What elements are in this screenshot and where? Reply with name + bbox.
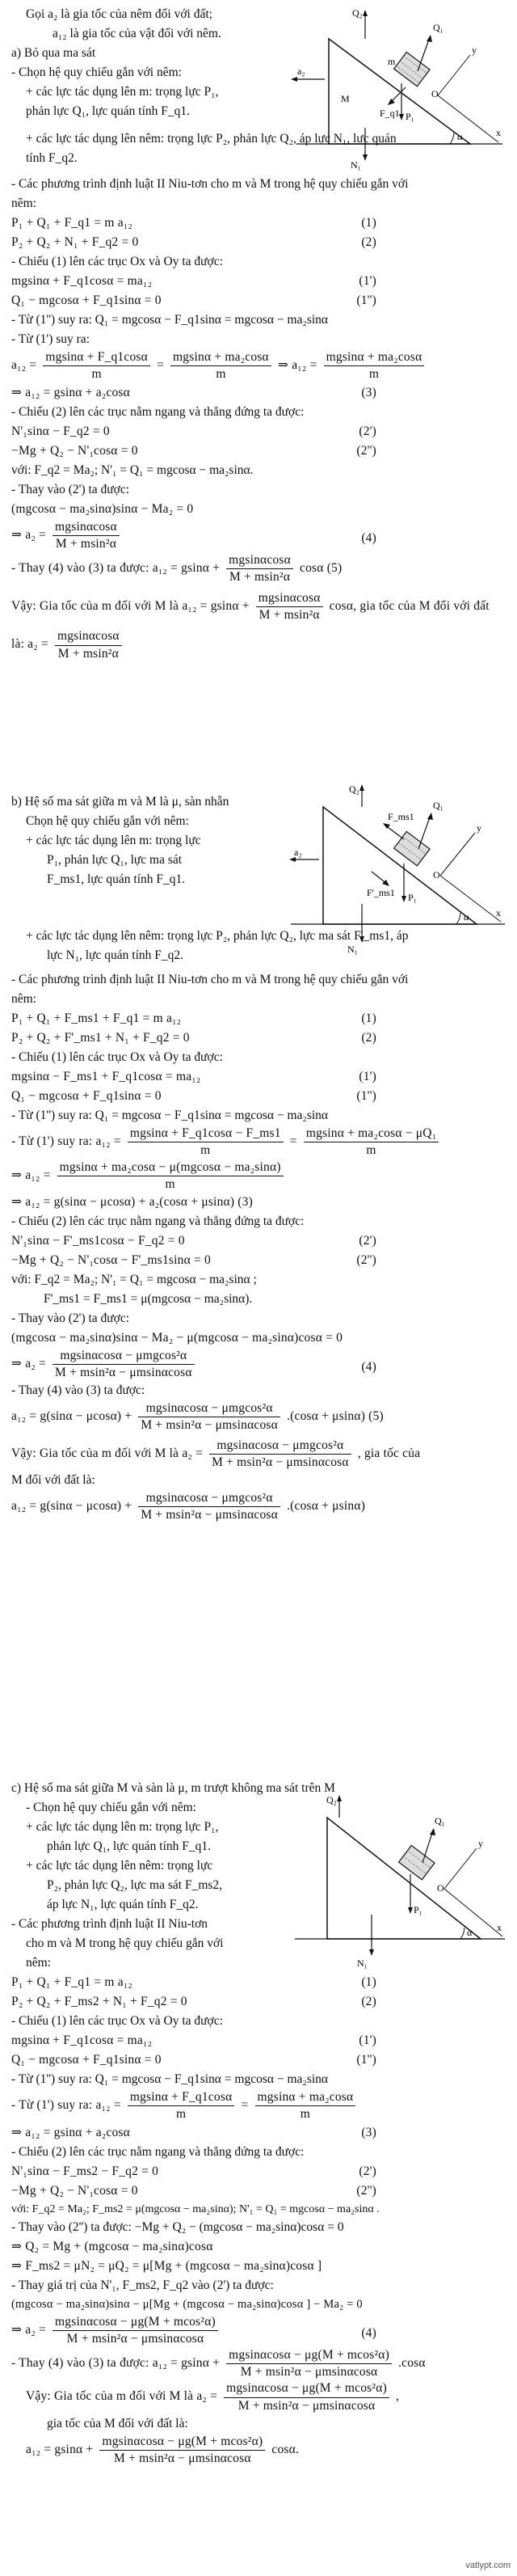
part-c-eq1p-no: (1'): [359, 2033, 376, 2048]
part-b-concl-tail: , gia tốc của: [357, 1446, 421, 1460]
label-x: x: [496, 907, 501, 918]
part-a-a2-den: M + msin²α: [55, 536, 117, 551]
part-b-from1pp: - Từ (1'') suy ra: Q₁ = mgcosα − F_q1sinα = mgcosα − ma₂sinα: [11, 1109, 329, 1123]
part-c-a2-num: mgsinαcosα − μg(M + mcos²α): [53, 2314, 218, 2331]
part-b-eq2pp: −Mg + Q₂ − N'₁cosα − F'_ms1sinα = 0: [11, 1252, 211, 1267]
part-c-eq1-row: [11, 1973, 506, 1992]
part-a-proj1: - Chiếu (1) lên các trục Ox và Oy ta được:: [11, 255, 223, 269]
part-c-eq2pp: −Mg + Q₂ − N'₁cosα = 0: [11, 2183, 138, 2198]
part-c-eq2pp-row: [11, 2181, 506, 2201]
part-b: [11, 792, 506, 1523]
part-c-concl3-num: mgsinαcosα − μg(M + mcos²α): [99, 2434, 265, 2451]
part-c-sub43-row: [11, 2347, 506, 2380]
label-m: m: [388, 56, 396, 67]
part-b-eq2pp-no: (2''): [356, 1252, 376, 1267]
part-b-a2-den: M + msin²α − μmsinαcosα: [55, 1366, 192, 1380]
part-c-sub2p-eq: (mgcosα − ma₂sinα)sinα − μ[Mg + (mgcosα − ma₂sinα)cosα ] − Ma₂ = 0: [11, 2298, 363, 2312]
part-a-concl2-den: M + msin²α: [57, 646, 119, 661]
part-b-from1p-row: - Từ (1') suy ra: a₁₂ = $\frac{mgsin\alpha + F\_q1\cos\alpha - F\_ms1}{m}$ = $\frac{\text{mgsinα + ma₂cosα − μQ₁}}{m}$: [11, 1125, 506, 1159]
part-c-from1p-row: - Từ (1') suy ra: a₁₂ = $\frac{mgsin\alpha + F\_q1\cos\alpha}{m}$ = $\frac{\text{mgsinα + ma₂cosα}}{m}$: [11, 2089, 506, 2122]
part-c-from1p-f2-num: mgsinα + ma₂cosα: [255, 2089, 356, 2106]
label-alpha: α: [464, 911, 469, 923]
part-b-a2-no: (4): [361, 1359, 376, 1374]
label-O: O: [433, 869, 440, 880]
part-c-newton-3: nêm:: [26, 1956, 51, 1970]
part-b-a12b-den: M + msin²α − μmsinαcosα: [141, 1418, 278, 1433]
part-a-title: a) Bỏ qua ma sát: [11, 46, 96, 60]
label-x: x: [496, 127, 501, 138]
part-b-concl2: M đối với đất là:: [11, 1472, 95, 1487]
part-c-forces-m-2: phản lực Q₁, lực quán tính F_q1.: [47, 1839, 212, 1854]
part-a-sub43-tail: cosα (5): [300, 561, 343, 576]
part-a-a12-row: a₁₂ = $\frac{mgsin\alpha + F\_q1\cos\alpha}{m}$ = $\frac{\text{mgsinα + ma₂cosα}}{m}$ ⇒ a₁₂ = $\frac{\text{mgsinα + ma₂cosα}}{m}$: [11, 349, 506, 382]
part-a-forces-M-1: + các lực tác dụng lên nêm: trọng lực P₂, phản lực Q₂, áp lực N₁, lực quán: [26, 132, 397, 146]
part-b-a12b-tail: .(cosα + μsinα) (5): [287, 1409, 384, 1424]
part-c-forces-M-1: + các lực tác dụng lên nêm: trọng lực: [26, 1859, 213, 1873]
part-a-a12-f3-den: m: [368, 367, 380, 382]
part-b-concl3-den: M + msin²α − μmsinαcosα: [141, 1507, 278, 1522]
label-P1: P₁: [406, 111, 414, 122]
part-b-a12-num: mgsinα + ma₂cosα − μ(mgcosα − ma₂sinα): [57, 1159, 284, 1176]
part-b-eq1-no: (1): [361, 1011, 376, 1026]
part-b-eq1pp-row: [11, 1087, 506, 1106]
part-b-a12b-row: [11, 1400, 506, 1434]
part-c-eq1p-row: [11, 2031, 506, 2050]
part-b-a2-num: mgsinαcosα − μmgcos²α: [53, 1348, 195, 1365]
part-c-proj2: - Chiếu (2) lên các trục nằm ngang và thẳng đứng ta được:: [11, 2144, 305, 2159]
part-a-eq2-row: [11, 233, 506, 252]
part-a-a2-row: [11, 519, 506, 552]
label-Fms1p: F'_ms1: [367, 887, 395, 898]
part-a-a12-f2-den: m: [216, 367, 226, 382]
part-a-a12-res: ⇒ a₁₂ = gsinα + a₂cosα: [11, 385, 130, 399]
part-c-a12-res: ⇒ a₁₂ = gsinα + a₂cosα: [11, 2125, 130, 2139]
part-c-a12-res-no: (3): [361, 2125, 376, 2139]
part-a-frame: - Chọn hệ quy chiếu gắn với nêm:: [11, 65, 182, 80]
label-a2: a₂: [297, 65, 305, 77]
part-b-newton-1: - Các phương trình định luật II Niu-tơn cho m và M trong hệ quy chiếu gắn với: [11, 973, 409, 987]
label-y: y: [478, 1838, 483, 1849]
label-x: x: [497, 1922, 502, 1933]
part-b-a12b-num: mgsinαcosα − μmgcos²α: [138, 1400, 280, 1417]
part-a-sub43: - Thay (4) vào (3) ta được: a₁₂ = gsinα +: [11, 561, 221, 576]
part-b-a12-row: [11, 1159, 506, 1193]
part-b-from1p-f2-num: mgsinα + ma₂cosα − μQ₁: [304, 1125, 439, 1142]
part-c-from1p-f2-den: m: [300, 2107, 311, 2122]
part-c-sub2pp: - Thay vào (2'') ta được: −Mg + Q₂ − (mgcosα − ma₂sinα)cosα = 0: [11, 2220, 344, 2235]
part-a-forces-m-2: phản lực Q₁, lực quán tính F_q1.: [26, 104, 191, 119]
label-Q1: Q₁: [435, 1815, 445, 1826]
part-b-from1p-lhs: - Từ (1') suy ra: a₁₂ =: [11, 1134, 121, 1149]
part-a-sub43-row: [11, 552, 506, 585]
part-c-eq2p: N'₁sinα − F_ms2 − F_q2 = 0: [11, 2164, 159, 2178]
part-c-eq1p: mgsinα + F_q1cosα = ma₁₂: [11, 2033, 153, 2048]
part-a-eq1p-row: [11, 272, 506, 291]
part-b-proj1: - Chiếu (1) lên các trục Ox và Oy ta được:: [11, 1050, 223, 1065]
part-b-a2-lhs: ⇒ a₂ =: [11, 1357, 46, 1371]
part-b-from1p-f2-den: m: [366, 1143, 376, 1158]
label-N1: N₁: [357, 1957, 368, 1969]
part-c-a2-row: [11, 2314, 506, 2347]
part-b-a12-lhs: ⇒ a₁₂ =: [11, 1168, 51, 1182]
label-alpha: α: [457, 131, 463, 142]
part-c-proj1: - Chiếu (1) lên các trục Ox và Oy ta được:: [11, 2014, 223, 2029]
part-a-sub43-den: M + msin²α: [229, 570, 291, 585]
part-c-eq2pp-no: (2''): [356, 2183, 376, 2198]
part-a-concl-num: mgsinαcosα: [256, 590, 323, 607]
part-b-from1p-f1-num: mgsinα + F_q1cosα − F_ms1: [128, 1125, 284, 1142]
part-c-eq2-row: [11, 1992, 506, 2012]
part-a-sub-eq: (mgcosα − ma₂sinα)sinα − Ma₂ = 0: [11, 501, 194, 516]
part-b-eq1p-no: (1'): [359, 1070, 376, 1084]
part-a-eq2pp-row: [11, 441, 506, 461]
part-c-eq1-no: (1): [361, 1975, 376, 1990]
part-a-concl2-num: mgsinαcosα: [55, 628, 122, 645]
part-a-sub: - Thay vào (2') ta được:: [11, 482, 130, 496]
part-c-from1p-f1-num: mgsinα + F_q1cosα: [128, 2089, 235, 2106]
part-a-newton-1: - Các phương trình định luật II Niu-tơn cho m và M trong hệ quy chiếu gắn với: [11, 177, 409, 192]
part-a-a12-res-no: (3): [361, 385, 376, 399]
part-a-a2-no: (4): [361, 530, 376, 545]
part-c-newton-1: - Các phương trình định luật II Niu-tơn: [11, 1917, 208, 1932]
part-b-concl3-num: mgsinαcosα − μmgcos²α: [138, 1490, 280, 1507]
part-c-concl3-row: [11, 2434, 506, 2467]
part-a-concl-row: [11, 590, 506, 623]
part-a-eq2p-row: [11, 422, 506, 441]
part-b-eq2: P₂ + Q₂ + F'_ms1 + N₁ + F_q2 = 0: [11, 1031, 190, 1045]
label-Q2: Q₂: [352, 7, 363, 19]
part-a-eq1pp: Q₁ − mgcosα + F_q1sinα = 0: [11, 293, 162, 308]
part-a-a12-f1-den: m: [91, 367, 102, 382]
part-c-eq1pp-row: [11, 2050, 506, 2070]
part-c-from1p-f1-den: m: [176, 2107, 187, 2122]
part-c: [11, 1779, 506, 2467]
label-M: M: [341, 93, 350, 104]
intro-line-1: Gọi a₂ là gia tốc của nêm đối với đất;: [26, 7, 212, 21]
watermark: vatlypt.com: [465, 2560, 511, 2570]
part-a-newton-2: nêm:: [11, 196, 36, 211]
part-c-eq2-no: (2): [361, 1995, 376, 2009]
part-b-forces-M-2: lực N₁, lực quán tính F_q2.: [47, 948, 184, 963]
part-b-eq1p-row: [11, 1067, 506, 1087]
label-Q2: Q₂: [349, 783, 359, 795]
part-a-concl-den: M + msin²α: [258, 608, 320, 623]
part-a-eq2pp: −Mg + Q₂ − N'₁cosα = 0: [11, 443, 138, 458]
part-a-a2-num: mgsinαcosα: [53, 519, 120, 536]
part-c-sub2p: - Thay giá trị của N'₁, F_ms2, F_q2 vào (2') ta được:: [11, 2278, 274, 2293]
part-a-concl2: là: a₂ =: [11, 637, 48, 652]
part-c-sub43-tail: .cosα: [398, 2356, 426, 2371]
part-a-a12-f3-num: mgsinα + ma₂cosα: [324, 349, 425, 366]
part-a-eq1: P₁ + Q₁ + F_q1 = m a₁₂: [11, 216, 132, 230]
part-b-from1p-f1-den: m: [200, 1143, 211, 1158]
part-a-a12-lhs: a₁₂ =: [11, 358, 37, 373]
part-b-newton-2: nêm:: [11, 992, 36, 1007]
part-c-concl2: gia tốc của M đối với đất là:: [47, 2416, 188, 2430]
part-c-eq2p-no: (2'): [359, 2164, 376, 2178]
part-c-forces-M-3: áp lực N₁, lực quán tính F_q2.: [47, 1898, 199, 1912]
label-Fms1: F_ms1: [388, 811, 414, 822]
part-a: [11, 44, 506, 662]
part-c-concl3-den: M + msin²α − μmsinαcosα: [114, 2451, 251, 2465]
label-alpha: α: [467, 1927, 473, 1938]
part-b-forces-m-1: + các lực tác dụng lên m: trọng lực: [26, 834, 201, 848]
intro-line-2: a₁₂ là gia tốc của vật đối với nêm.: [53, 27, 221, 41]
part-c-q2: ⇒ Q₂ = Mg + (mgcosα − ma₂sinα)cosα: [11, 2240, 213, 2254]
part-b-concl3-tail: .(cosα + μsinα): [287, 1499, 366, 1513]
part-c-concl-den: M + msin²α − μmsinαcosα: [237, 2398, 376, 2413]
part-a-eq1p-no: (1'): [359, 274, 376, 289]
part-b-eq2-row: [11, 1028, 506, 1048]
part-a-concl-tail: cosα, gia tốc của M đối với đất: [329, 599, 490, 614]
part-a-a12-f2-num: mgsinα + ma₂cosα: [170, 349, 271, 366]
part-b-eq2p-row: [11, 1231, 506, 1251]
part-a-concl2-row: [11, 628, 506, 661]
part-a-proj2: - Chiếu (2) lên các trục nằm ngang và thẳng đứng ta được:: [11, 404, 305, 419]
label-Q2: Q₂: [326, 1794, 337, 1805]
part-b-eq1-row: [11, 1009, 506, 1028]
label-O: O: [437, 1882, 444, 1894]
part-c-forces-M-2: P₂, phản lực Q₂, lực ma sát F_ms2,: [47, 1878, 223, 1893]
label-y: y: [477, 822, 481, 834]
part-a-concl: Vậy: Gia tốc của m đối với M là a₁₂ = gsinα +: [11, 599, 250, 614]
part-c-concl-num: mgsinαcosα − μg(M + mcos²α): [224, 2380, 389, 2397]
part-b-forces-M-1: + các lực tác dụng lên nêm: trọng lực P₂, phản lực Q₂, lực ma sát F'_ms1, áp: [26, 929, 409, 944]
part-c-sub43: - Thay (4) vào (3) ta được: a₁₂ = gsinα +: [11, 2356, 221, 2371]
part-a-eq1pp-row: [11, 291, 506, 310]
part-b-sub43: - Thay (4) vào (3) ta được:: [11, 1383, 145, 1398]
part-b-sub-eq: (mgcosα − ma₂sinα)sinα − Ma₂ − μ(mgcosα − ma₂sinα)cosα = 0: [11, 1330, 343, 1345]
part-c-eq1: P₁ + Q₁ + F_q1 = m a₁₂: [11, 1975, 132, 1990]
part-b-a2-row: [11, 1348, 506, 1381]
part-a-eq2p: N'₁sinα − F_q2 = 0: [11, 424, 110, 438]
part-b-eq2p-no: (2'): [359, 1233, 376, 1248]
part-b-eq2p: N'₁sinα − F'_ms1cosα − F_q2 = 0: [11, 1233, 185, 1248]
part-b-a12b-lhs: a₁₂ = g(sinα − μcosα) +: [11, 1409, 132, 1424]
part-c-a2-den: M + msin²α − μmsinαcosα: [66, 2331, 204, 2346]
part-b-eq2pp-row: [11, 1251, 506, 1270]
part-b-forces-m-2: P₁, phản lực Q₁, lực ma sát: [47, 853, 183, 868]
part-a-eq1pp-no: (1''): [356, 293, 376, 308]
part-c-newton-2: cho m và M trong hệ quy chiếu gắn với: [26, 1936, 224, 1951]
part-b-eq1pp: Q₁ − mgcosα + F_q1sinα = 0: [11, 1089, 162, 1104]
part-b-a12-res: ⇒ a₁₂ = g(sinα − μcosα) + a₂(cosα + μsinα) (3): [11, 1194, 253, 1209]
part-b-eq2-no: (2): [361, 1031, 376, 1045]
label-O: O: [431, 88, 439, 99]
part-b-with1: với: F_q2 = Ma₂; N'₁ = Q₁ = mgcosα − ma₂sinα ;: [11, 1272, 257, 1286]
part-c-a2-no: (4): [361, 2325, 376, 2340]
part-b-concl3-row: [11, 1490, 506, 1523]
part-a-eq2pp-no: (2''): [356, 443, 376, 458]
label-N1: N₁: [351, 159, 361, 171]
part-c-frame: - Chọn hệ quy chiếu gắn với nêm:: [26, 1801, 196, 1815]
part-a-forces-m-1: + các lực tác dụng lên m: trọng lực P₁,: [26, 85, 219, 99]
part-b-sub: - Thay vào (2') ta được:: [11, 1311, 130, 1325]
label-P1: P₁: [408, 892, 417, 903]
part-b-concl-den: M + msin²α − μmsinαcosα: [212, 1455, 349, 1469]
part-a-eq1p: mgsinα + F_q1cosα = ma₁₂: [11, 274, 153, 289]
part-c-eq2p-row: [11, 2162, 506, 2181]
part-a-forces-M-2: tính F_q2.: [26, 151, 78, 166]
part-c-a12-res-row: [11, 2123, 506, 2143]
part-b-proj2: - Chiếu (2) lên các trục nằm ngang và thẳng đứng ta được:: [11, 1214, 305, 1228]
part-c-sub43-num: mgsinαcosα − μg(M + mcos²α): [226, 2347, 392, 2364]
part-a-a12-res-row: [11, 383, 506, 403]
part-b-eq1: P₁ + Q₁ + F_ms1 + F_q1 = m a₁₂: [11, 1011, 182, 1026]
part-a-sub43-num: mgsinαcosα: [226, 552, 293, 569]
part-c-with: với: F_q2 = Ma₂; F_ms2 = μ(mgcosα − ma₂sinα); N'₁ = Q₁ = mgcosα − ma₂sinα .: [11, 2202, 380, 2215]
part-c-concl-tail: ,: [396, 2389, 400, 2404]
part-c-from1p-lhs: - Từ (1') suy ra: a₁₂ =: [11, 2098, 121, 2113]
part-a-from1pp: - Từ (1'') suy ra: Q₁ = mgcosα − F_q1sinα = mgcosα − ma₂sinα: [11, 313, 329, 327]
part-c-from1pp: - Từ (1'') suy ra: Q₁ = mgcosα − F_q1sinα = mgcosα − ma₂sinα: [11, 2072, 329, 2087]
part-b-concl: Vậy: Gia tốc của m đối với M là a₂ =: [11, 1446, 204, 1460]
part-a-eq2: P₂ + Q₂ + N₁ + F_q2 = 0: [11, 235, 139, 250]
part-b-eq1p: mgsinα − F_ms1 + F_q1cosα = ma₁₂: [11, 1070, 201, 1084]
label-P1: P₁: [414, 1904, 422, 1915]
part-b-title: b) Hệ số ma sát giữa m và M là μ, sàn nhẵn: [11, 795, 229, 809]
part-b-concl-num: mgsinαcosα − μmgcos²α: [209, 1438, 351, 1455]
part-b-concl3-lhs: a₁₂ = g(sinα − μcosα) +: [11, 1499, 132, 1513]
part-a-eq1-no: (1): [361, 216, 376, 230]
part-a-eq2-no: (2): [361, 235, 376, 250]
part-c-eq1pp: Q₁ − mgcosα + F_q1sinα = 0: [11, 2053, 162, 2067]
part-b-concl-row: [11, 1438, 506, 1471]
label-a2: a₂: [294, 847, 302, 858]
part-c-concl-row: [11, 2380, 506, 2413]
label-Fq1: F_q1: [380, 108, 400, 119]
part-b-a12-den: m: [165, 1176, 175, 1191]
part-a-a2-lhs: ⇒ a₂ =: [11, 527, 46, 542]
part-a-eq2p-no: (2'): [359, 424, 376, 438]
part-a-eq1-row: [11, 213, 506, 233]
part-c-concl3-tail: cosα.: [271, 2442, 300, 2456]
part-b-with2: F'_ms1 = F_ms1 = μ(mgcosα − ma₂sinα).: [44, 1291, 253, 1306]
part-a-with: với: F_q2 = Ma₂; N'₁ = Q₁ = mgcosα − ma₂sinα.: [11, 462, 254, 477]
label-Q1: Q₁: [433, 800, 443, 811]
part-c-sub43-den: M + msin²α − μmsinαcosα: [240, 2365, 378, 2380]
part-a-a12-f1-num: mgsinα + F_q1cosα: [43, 349, 150, 366]
part-c-fms2: ⇒ F_ms2 = μN₂ = μQ₂ = μ[Mg + (mgcosα − ma₂sinα)cosα ]: [11, 2259, 322, 2274]
part-b-forces-m-3: F_ms1, lực quán tính F_q1.: [47, 872, 186, 887]
label-y: y: [472, 44, 477, 56]
part-a-from1p: - Từ (1') suy ra:: [11, 332, 90, 347]
part-b-frame: Chọn hệ quy chiếu gắn với nêm:: [26, 814, 189, 829]
label-Q1: Q₁: [433, 22, 443, 33]
label-N1: N₁: [347, 944, 358, 955]
part-b-eq1pp-no: (1''): [356, 1089, 376, 1104]
part-c-eq1pp-no: (1''): [356, 2053, 376, 2067]
part-c-title: c) Hệ số ma sát giữa M và sàn là μ, m trượt không ma sát trên M: [11, 1781, 335, 1795]
part-c-eq2: P₂ + Q₂ + F_ms2 + N₁ + F_q2 = 0: [11, 1995, 187, 2009]
part-c-a2-lhs: ⇒ a₂ =: [11, 2323, 46, 2337]
part-c-concl: Vậy: Gia tốc của m đối với M là a₂ =: [26, 2389, 218, 2404]
part-c-concl3-lhs: a₁₂ = gsinα +: [26, 2442, 94, 2456]
part-c-forces-m-1: + các lực tác dụng lên m: trọng lực P₁,: [26, 1820, 219, 1835]
